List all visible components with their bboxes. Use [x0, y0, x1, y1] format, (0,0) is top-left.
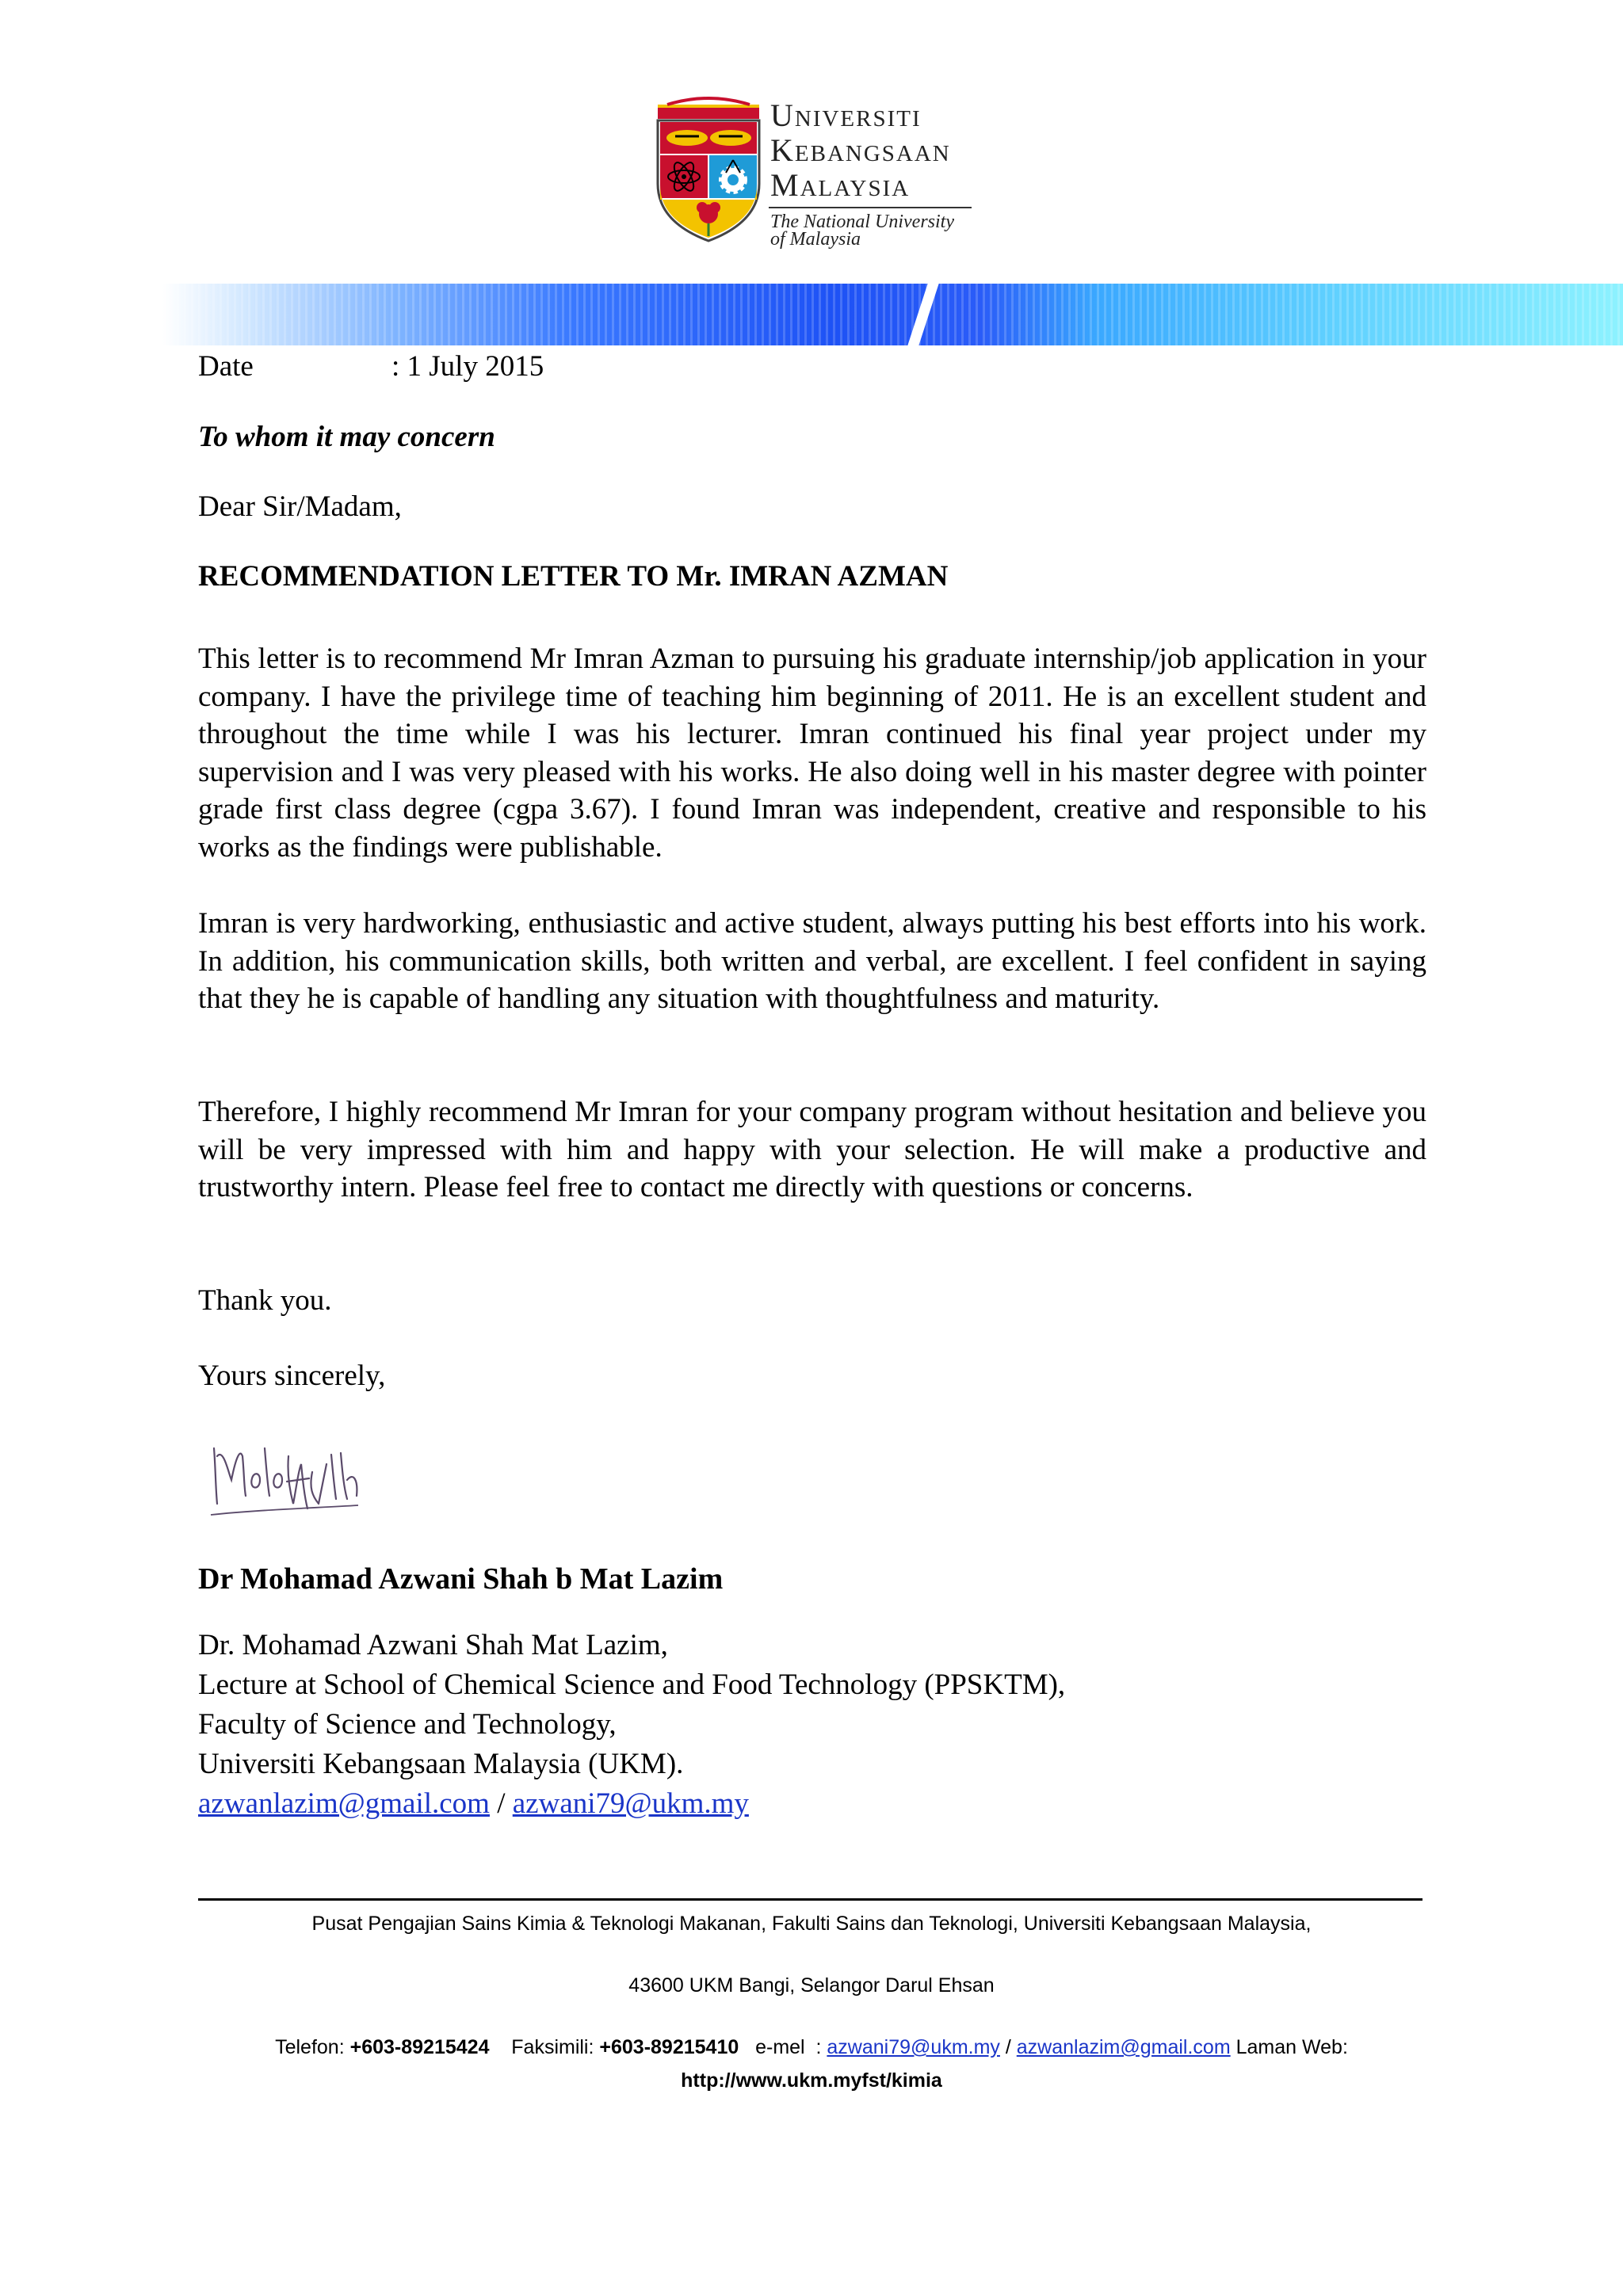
footer-email-link-ukm[interactable]: azwani79@ukm.my — [827, 2036, 1000, 2058]
address-line-4: Universiti Kebangsaan Malaysia (UKM). — [198, 1748, 684, 1780]
university-tagline-2: of Malaysia — [770, 229, 861, 250]
to-whom-line: To whom it may concern — [198, 421, 495, 453]
university-name-line-1: UNIVERSITI — [770, 97, 922, 133]
footer-divider — [198, 1898, 1423, 1901]
university-crest-logo — [651, 97, 766, 247]
handwritten-signature — [208, 1432, 374, 1526]
date-value: : 1 July 2015 — [391, 350, 544, 383]
address-line-1: Dr. Mohamad Azwani Shah Mat Lazim, — [198, 1629, 668, 1661]
footer-web-url[interactable]: http://www.ukm.myfst/kimia — [681, 2069, 942, 2092]
body-paragraph-1: This letter is to recommend Mr Imran Azman to pursuing his graduate internship/job application in your company. I have the privilege time of teaching him beginning of 2011. He is an excellent student and throughout the time while I was his lecturer. Imran continued his final year project under my supervision and I was very pleased with his works. He also doing well in his master degree with pointer grade first class degree (cgpa 3.67). I found Imran was independent, creative and responsible to his works as the findings were publishable. — [198, 643, 1426, 864]
header-band-texture — [162, 284, 1623, 345]
footer-email-label: e-mel : — [739, 2036, 827, 2058]
footer-fax-label: Faksimili: — [489, 2036, 600, 2058]
closing-line: Yours sincerely, — [198, 1360, 386, 1392]
email-separator: / — [489, 1787, 513, 1820]
body-paragraph-3: Therefore, I highly recommend Mr Imran for your company program without hesitation and believe you will be very impressed with him and happy with your selection. He will make a productive and trustworthy intern. Please feel free to contact me directly with questions or concerns. — [198, 1096, 1426, 1204]
signer-address-block — [198, 1626, 1065, 1824]
footer-contact-line — [0, 2036, 1623, 2059]
logo-divider — [769, 207, 972, 208]
address-line-2: Lecture at School of Chemical Science and Food Technology (PPSKTM), — [198, 1669, 1066, 1701]
signer-name: Dr Mohamad Azwani Shah b Mat Lazim — [198, 1562, 724, 1596]
letter-subject: RECOMMENDATION LETTER TO Mr. IMRAN AZMAN — [198, 560, 949, 593]
footer-email-link-gmail[interactable]: azwanlazim@gmail.com — [1016, 2036, 1231, 2058]
email-link-ukm[interactable]: azwani79@ukm.my — [512, 1787, 749, 1820]
footer-fax-value: +603-89215410 — [599, 2036, 739, 2058]
body-paragraph-2: Imran is very hardworking, enthusiastic and active student, always putting his best efforts into his work. In addition, his communication skills, both written and verbal, are excellent. I feel confident in saying that they he is capable of handling any situation with thoughtfulness and maturity. — [198, 907, 1426, 1016]
footer-tel-label: Telefon: — [275, 2036, 350, 2058]
address-line-3: Faculty of Science and Technology, — [198, 1708, 617, 1741]
university-name-line-2: KEBANGSAAN — [770, 132, 951, 168]
email-link-gmail[interactable]: azwanlazim@gmail.com — [198, 1787, 490, 1820]
email-line — [198, 1784, 1065, 1824]
thank-you-line: Thank you. — [198, 1284, 332, 1317]
footer-address-line-1: Pusat Pengajian Sains Kimia & Teknologi Makanan, Fakulti Sains dan Teknologi, Universiti Kebangsaan Malaysia, — [311, 1913, 1312, 1935]
footer-email-separator: / — [999, 2036, 1017, 2058]
date-label: Date — [198, 350, 254, 383]
footer-web-label: Laman Web: — [1230, 2036, 1348, 2058]
university-name-line-3: MALAYSIA — [770, 167, 911, 203]
salutation: Dear Sir/Madam, — [198, 490, 402, 523]
university-tagline-1: The National University — [770, 212, 954, 232]
footer-tel-value: +603-89215424 — [349, 2036, 490, 2058]
footer-address-line-2: 43600 UKM Bangi, Selangor Darul Ehsan — [628, 1974, 995, 1997]
